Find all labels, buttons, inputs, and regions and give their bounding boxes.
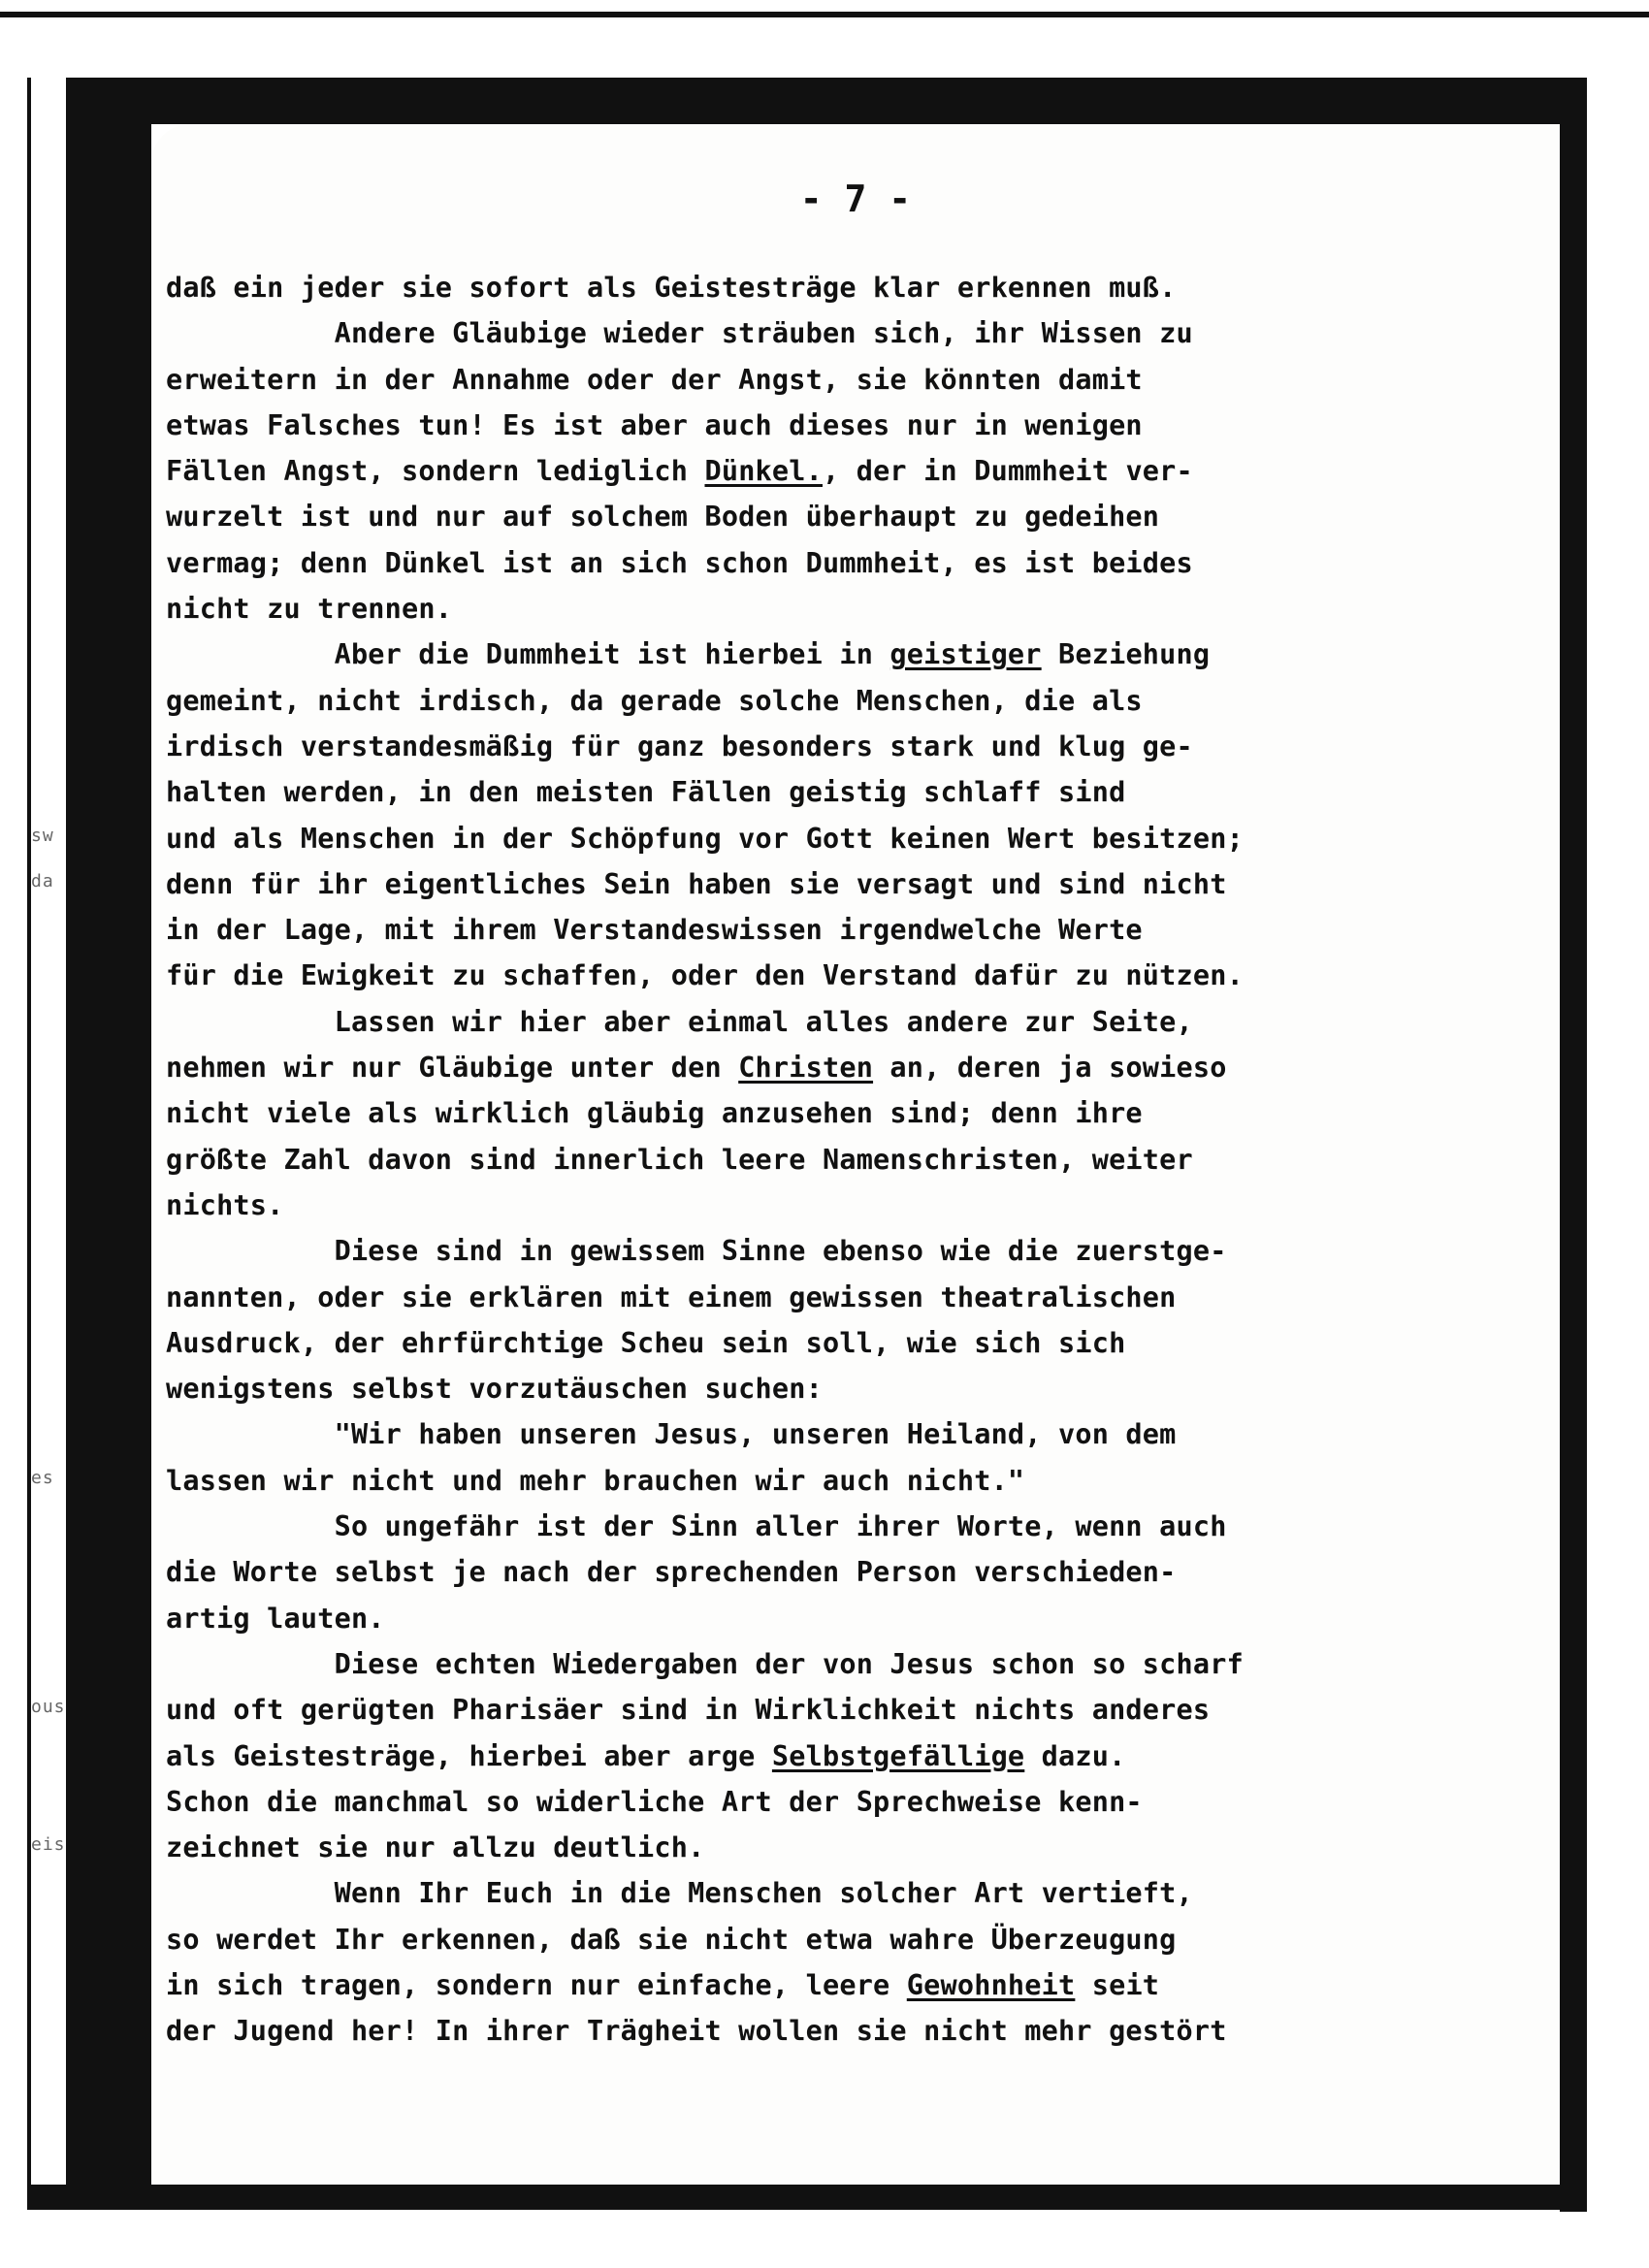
text-line: Ausdruck, der ehrfürchtige Scheu sein soll, wie sich sich — [166, 1326, 1126, 1359]
text-line: Diese echten Wiedergaben der von Jesus schon so scharf — [166, 1647, 1244, 1680]
text-segment: , der in Dummheit ver- — [823, 455, 1193, 488]
underlined-word: Christen — [738, 1052, 874, 1085]
text-line: nichts. — [166, 1188, 284, 1221]
text-line: nicht viele als wirklich gläubig anzusehen sind; denn ihre — [166, 1097, 1143, 1130]
margin-fragment: eis — [31, 1834, 66, 1856]
text-line — [166, 1045, 1524, 1090]
text-line: gemeint, nicht irdisch, da gerade solche Menschen, die als — [166, 684, 1143, 717]
text-line: so werdet Ihr erkennen, daß sie nicht etwa wahre Überzeugung — [166, 1923, 1177, 1956]
text-line: für die Ewigkeit zu schaffen, oder den Verstand dafür zu nützen. — [166, 959, 1244, 992]
text-segment: dazu. — [1024, 1739, 1126, 1772]
text-line: Lassen wir hier aber einmal alles andere zur Seite, — [166, 1005, 1193, 1038]
text-line: denn für ihr eigentliches Sein haben sie versagt und sind nicht — [166, 867, 1227, 900]
text-line — [166, 1962, 1524, 2008]
scan-frame-left — [66, 78, 151, 2197]
text-line: wurzelt ist und nur auf solchem Boden überhaupt zu gedeihen — [166, 501, 1160, 534]
underlined-word: Gewohnheit — [906, 1968, 1076, 2001]
scan-top-rule — [0, 12, 1649, 17]
text-line: erweitern in der Annahme oder der Angst, sie könnten damit — [166, 363, 1143, 396]
text-line: lassen wir nicht und mehr brauchen wir auch nicht." — [166, 1464, 1025, 1497]
scan-frame-bottom — [27, 2185, 1587, 2210]
text-line: "Wir haben unseren Jesus, unseren Heiland, von dem — [166, 1418, 1177, 1451]
text-line: nicht zu trennen. — [166, 593, 453, 626]
text-line: irdisch verstandesmäßig für ganz besonders stark und klug ge- — [166, 729, 1193, 762]
text-segment: Aber die Dummheit ist hierbei in — [166, 638, 890, 671]
text-line: und oft gerügten Pharisäer sind in Wirklichkeit nichts anderes — [166, 1694, 1211, 1727]
underlined-word: geistiger — [889, 638, 1042, 671]
underlined-word: Selbstgefällige — [771, 1739, 1025, 1772]
text-line: nannten, oder sie erklären mit einem gewissen theatralischen — [166, 1280, 1177, 1313]
text-line: größte Zahl davon sind innerlich leere Namenschristen, weiter — [166, 1143, 1193, 1176]
scan-left-margin-strip — [27, 78, 66, 2197]
text-segment: an, deren ja sowieso — [873, 1052, 1227, 1085]
text-line: der Jugend her! In ihrer Trägheit wollen sie nicht mehr gestört — [166, 2015, 1227, 2048]
text-line: wenigstens selbst vorzutäuschen suchen: — [166, 1373, 823, 1406]
text-line: Andere Gläubige wieder sträuben sich, ihr Wissen zu — [166, 317, 1193, 350]
margin-fragment: da — [31, 870, 54, 891]
scan-frame-top — [66, 78, 1587, 124]
text-line: Wenn Ihr Euch in die Menschen solcher Art vertieft, — [166, 1877, 1193, 1910]
text-line: Diese sind in gewissem Sinne ebenso wie die zuerstge- — [166, 1235, 1227, 1268]
text-line: zeichnet sie nur allzu deutlich. — [166, 1831, 705, 1864]
text-line: und als Menschen in der Schöpfung vor Gott keinen Wert besitzen; — [166, 822, 1244, 855]
text-segment: als Geistesträge, hierbei aber arge — [166, 1739, 772, 1772]
text-segment: seit — [1075, 1968, 1160, 2001]
scan-frame-right — [1560, 78, 1587, 2212]
page-number: - 7 - — [799, 178, 912, 220]
text-segment: Beziehung — [1041, 638, 1211, 671]
text-line: in der Lage, mit ihrem Verstandeswissen irgendwelche Werte — [166, 914, 1143, 947]
text-segment: Fällen Angst, sondern lediglich — [166, 455, 705, 488]
document-page — [151, 124, 1560, 2185]
text-line: artig lauten. — [166, 1602, 385, 1635]
margin-fragment: es — [31, 1467, 54, 1488]
text-line: vermag; denn Dünkel ist an sich schon Dummheit, es ist beides — [166, 546, 1193, 579]
text-segment: nehmen wir nur Gläubige unter den — [166, 1052, 739, 1085]
body-text — [166, 265, 1524, 2055]
text-line: Schon die manchmal so widerliche Art der Sprechweise kenn- — [166, 1785, 1143, 1818]
margin-fragment: sw — [31, 825, 54, 846]
text-line — [166, 632, 1524, 677]
text-line: daß ein jeder sie sofort als Geistesträge klar erkennen muß. — [166, 272, 1177, 304]
text-line: etwas Falsches tun! Es ist aber auch dieses nur in wenigen — [166, 408, 1143, 441]
text-line — [166, 448, 1524, 494]
underlined-word: Dünkel. — [704, 455, 823, 488]
text-line: die Worte selbst je nach der sprechenden Person verschieden- — [166, 1556, 1177, 1589]
text-line: So ungefähr ist der Sinn aller ihrer Worte, wenn auch — [166, 1510, 1227, 1543]
margin-fragment: ous — [31, 1697, 66, 1718]
text-segment: in sich tragen, sondern nur einfache, leere — [166, 1968, 907, 2001]
text-line: halten werden, in den meisten Fällen geistig schlaff sind — [166, 776, 1126, 809]
text-line — [166, 1733, 1524, 1779]
